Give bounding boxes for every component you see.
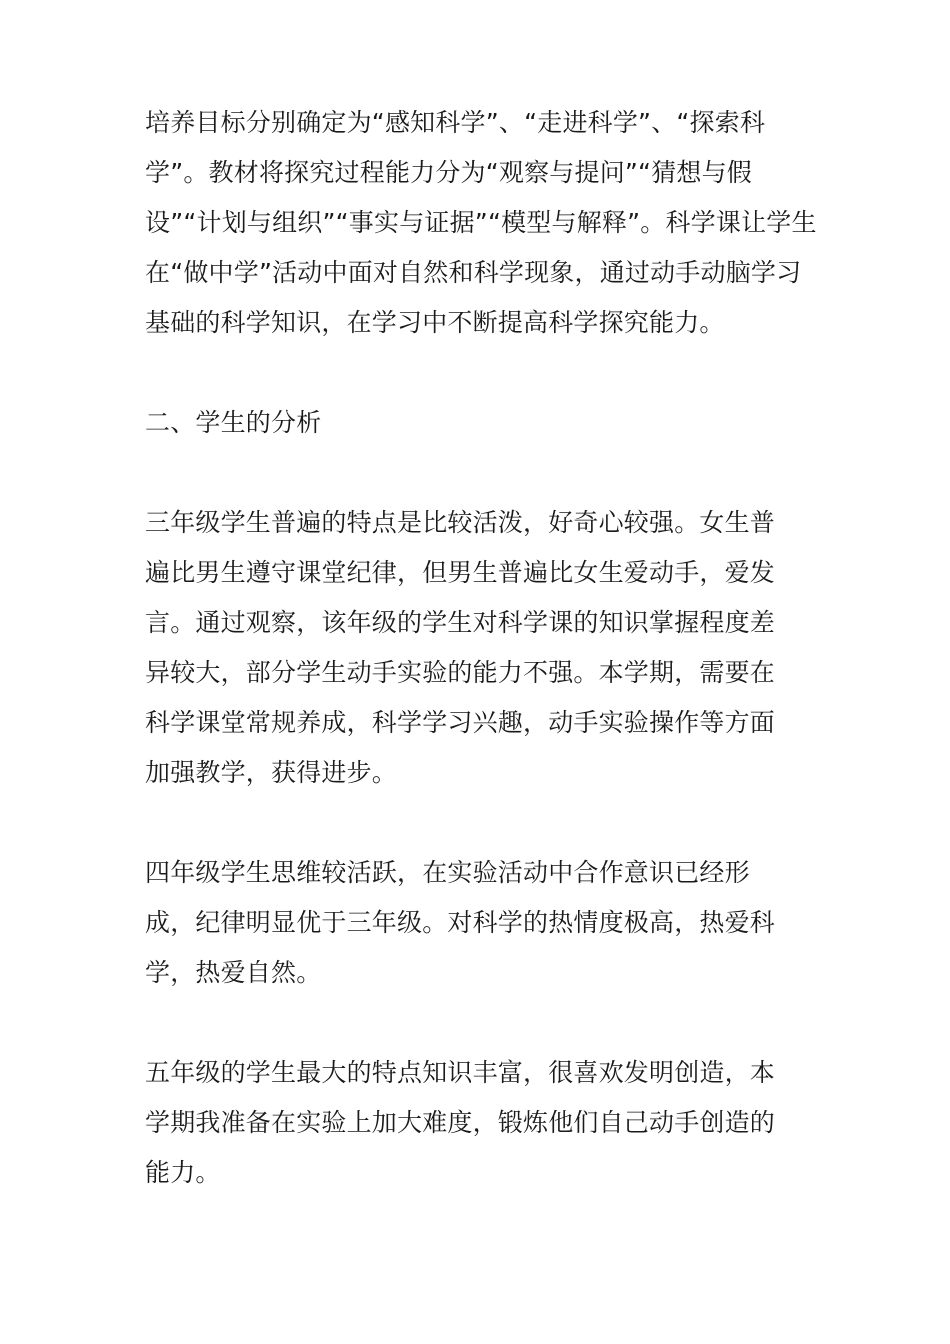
paragraph-spacer [145,998,805,1048]
paragraph-grade-five [145,1048,805,1198]
paragraph-spacer [145,448,805,498]
text-line: 设”“计划与组织”“事实与证据”“模型与解释”。科学课让学生 [145,208,817,237]
paragraph-goals [145,98,817,348]
text-line: 加强教学，获得进步。 [145,758,398,787]
text-line: 基础的科学知识，在学习中不断提高科学探究能力。 [145,308,725,337]
text-line: 科学课堂常规养成，科学学习兴趣，动手实验操作等方面 [145,708,776,737]
text-line: 遍比男生遵守课堂纪律，但男生普遍比女生爱动手，爱发 [145,558,776,587]
text-line: 异较大，部分学生动手实验的能力不强。本学期，需要在 [145,658,776,687]
text-line: 言。通过观察，该年级的学生对科学课的知识掌握程度差 [145,608,776,637]
heading-text: 二、学生的分析 [145,408,322,437]
paragraph-spacer [145,798,805,848]
document-page [145,98,817,1198]
paragraph-grade-three [145,498,805,798]
text-line: 学，热爱自然。 [145,958,322,987]
text-line: 五年级的学生最大的特点知识丰富，很喜欢发明创造，本 [145,1058,776,1087]
paragraph-spacer [145,348,805,398]
text-line: 三年级学生普遍的特点是比较活泼，好奇心较强。女生普 [145,508,776,537]
text-line: 成，纪律明显优于三年级。对科学的热情度极高，热爱科 [145,908,776,937]
text-line: 学期我准备在实验上加大难度，锻炼他们自己动手创造的 [145,1108,776,1137]
section-heading [145,398,805,448]
text-line: 培养目标分别确定为“感知科学”、“走进科学”、“探索科 [145,108,766,137]
text-line: 能力。 [145,1158,221,1187]
text-line: 在“做中学”活动中面对自然和科学现象，通过动手动脑学习 [145,258,802,287]
text-line: 学”。教材将探究过程能力分为“观察与提问”“猜想与假 [145,158,753,187]
text-line: 四年级学生思维较活跃，在实验活动中合作意识已经形 [145,858,750,887]
paragraph-grade-four [145,848,805,998]
